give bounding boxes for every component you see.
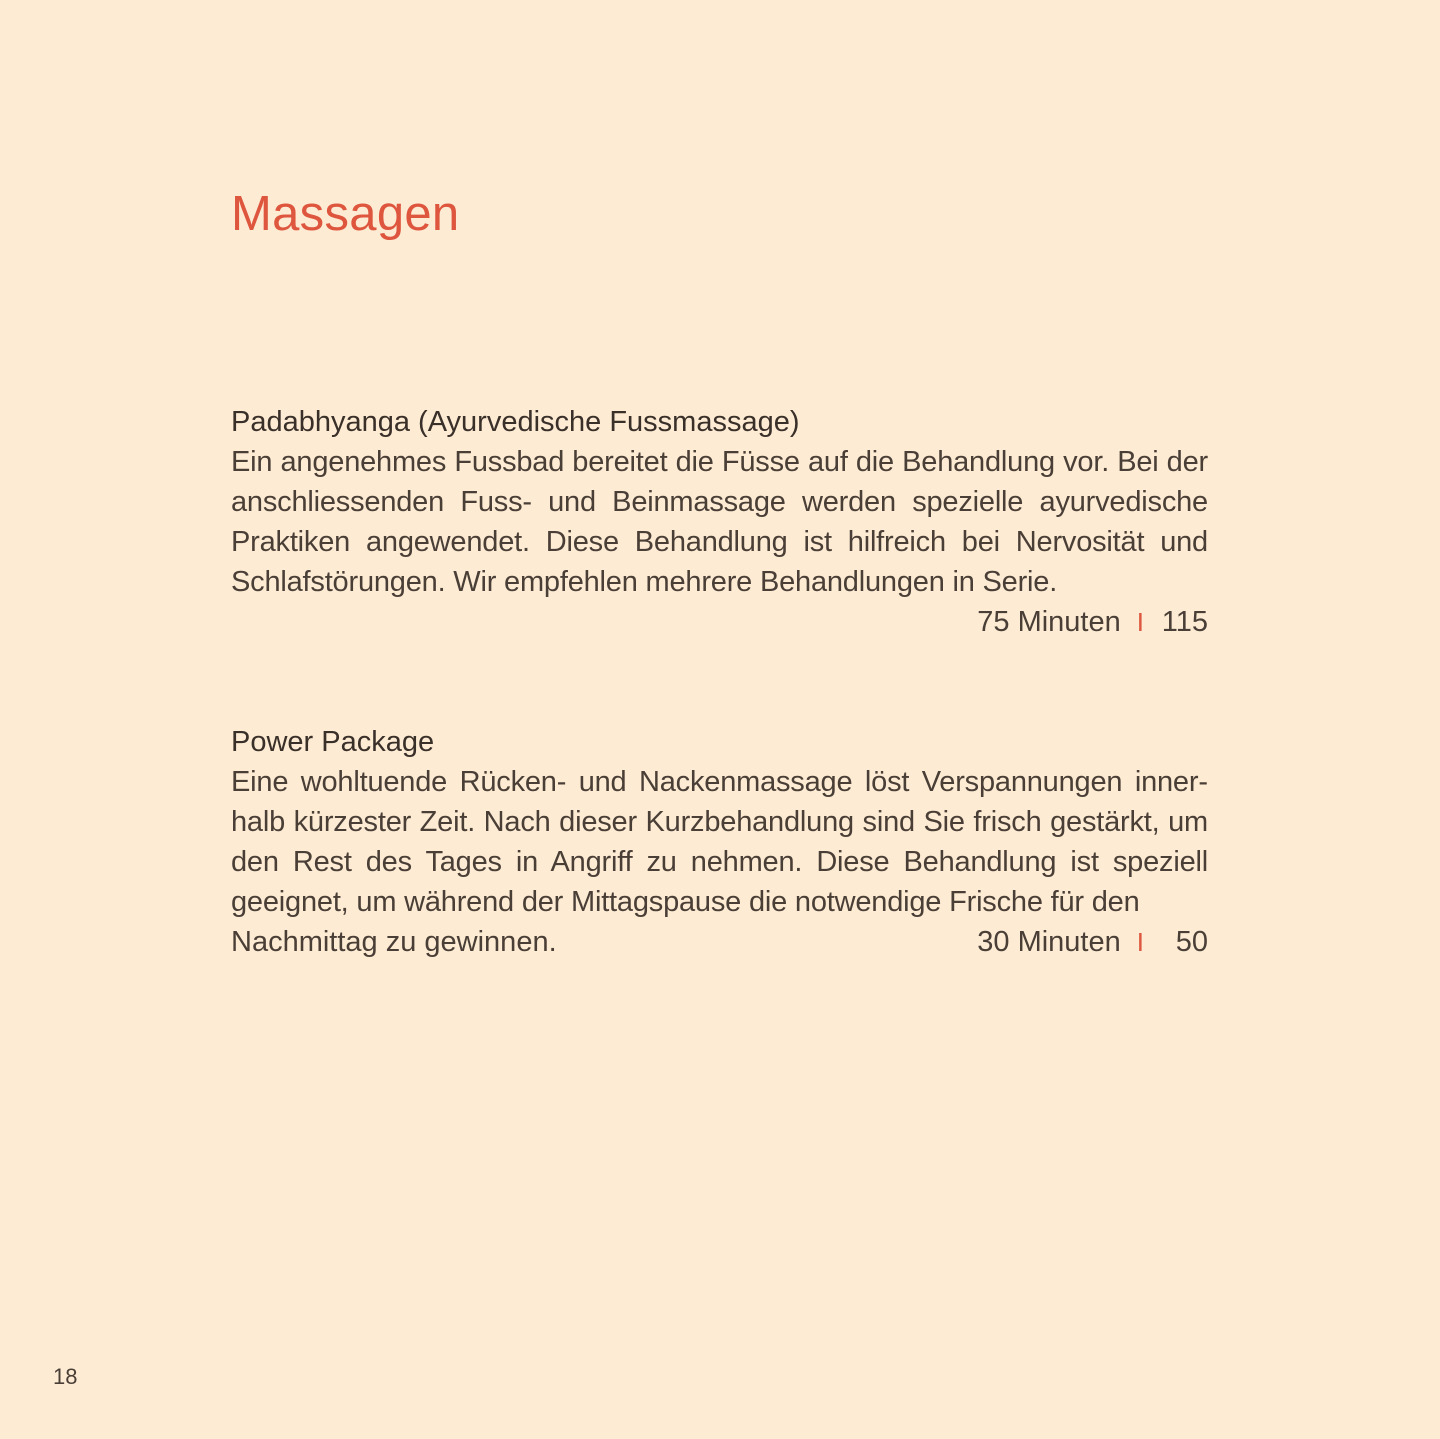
treatment-description: Ein angenehmes Fussbad bereitet die Füsse auf die Behandlung vor. Bei der anschliessenden Fuss- und Beinmassage werden spezielle ayurvedische Praktiken angewendet. Diese Behandlung ist hilfreich bei Nervosität und Schlafstörungen. Wir empfehlen mehrere Behandlungen in Serie. xyxy=(231,446,1208,598)
treatment-entry-power-package xyxy=(231,722,1208,962)
page-number: 18 xyxy=(53,1364,78,1389)
page-title: Massagen xyxy=(231,187,460,241)
treatment-price: 50 xyxy=(1175,926,1208,958)
treatment-meta xyxy=(231,922,1208,962)
treatment-duration: 75 Minuten xyxy=(977,606,1121,638)
treatment-description: Eine wohltuende Rücken- und Nackenmassage löst Verspannungen innerhalb kürzester Zeit. Nach dieser Kurzbehandlung sind Sie frisch gestärkt, um den Rest des Tages in Angriff zu nehmen. Diese Behandlung ist speziell geeignet, um während der Mittagspause die notwendige Frische für den xyxy=(231,766,1208,918)
treatment-title: Padabhyanga (Ayurvedische Fussmassage) xyxy=(231,406,800,438)
price-separator: I xyxy=(1136,927,1144,957)
treatment-description-last-line: Nachmittag zu gewinnen. xyxy=(231,926,557,958)
treatment-meta xyxy=(231,602,1208,642)
duration-price-group xyxy=(977,922,1208,962)
treatment-duration: 30 Minuten xyxy=(977,926,1121,958)
treatment-title: Power Package xyxy=(231,726,435,758)
treatment-price: 115 xyxy=(1161,606,1208,638)
treatment-entry-padabhyanga xyxy=(231,402,1208,642)
duration-price-group xyxy=(977,602,1208,642)
price-separator: I xyxy=(1136,607,1144,637)
